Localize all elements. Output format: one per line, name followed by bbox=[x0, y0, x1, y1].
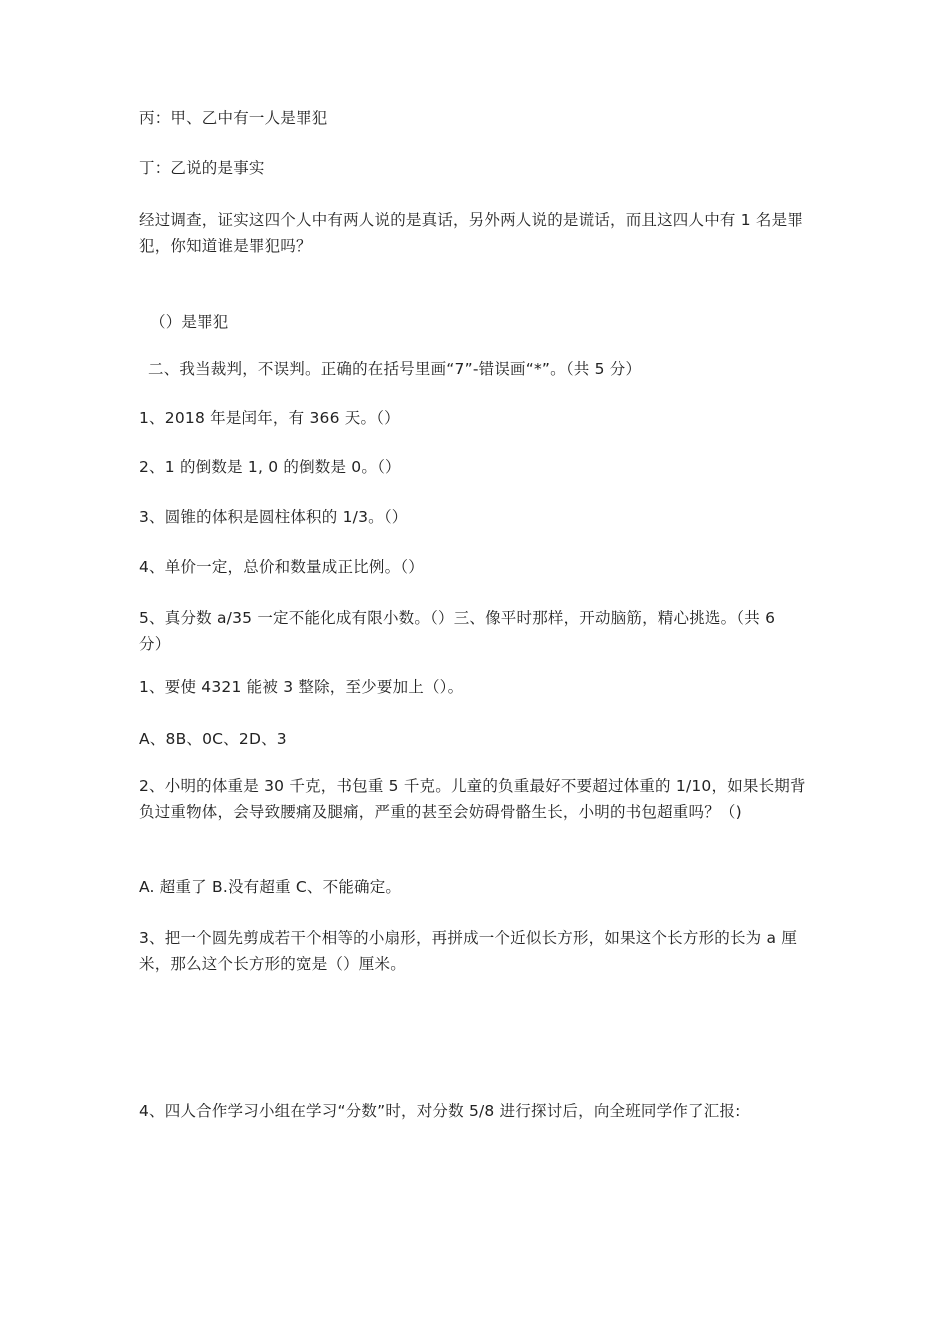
choice-question-3: 3、把一个圆先剪成若干个相等的小扇形，再拼成一个近似长方形，如果这个长方形的长为 a 厘米，那么这个长方形的宽是（）厘米。 bbox=[139, 929, 798, 973]
choice-question-2-options: A. 超重了 B.没有超重 C、不能确定。 bbox=[139, 878, 402, 896]
choice-question-1: 1、要使 4321 能被 3 整除，至少要加上（）。 bbox=[139, 678, 464, 696]
statement-bing: 丙：甲、乙中有一人是罪犯 bbox=[139, 109, 328, 127]
choice-question-1-options: A、8B、0C、2D、3 bbox=[139, 730, 287, 748]
choice-question-2: 2、小明的体重是 30 千克，书包重 5 千克。儿童的负重最好不要超过体重的 1/10，如果长期背负过重物体，会导致腰痛及腿痛，严重的甚至会妨碍骨骼生长，小明的书包超重吗？（) bbox=[139, 777, 806, 821]
judge-item-5: 5、真分数 a/35 一定不能化成有限小数。（）三、像平时那样，开动脑筋，精心挑选。（共 6 分） bbox=[139, 609, 781, 653]
judge-item-4: 4、单价一定，总价和数量成正比例。（） bbox=[139, 558, 424, 576]
judge-item-3: 3、圆锥的体积是圆柱体积的 1/3。（） bbox=[139, 508, 408, 526]
judge-item-2: 2、1 的倒数是 1, 0 的倒数是 0。（） bbox=[139, 458, 401, 476]
choice-question-4: 4、四人合作学习小组在学习“分数”时，对分数 5/8 进行探讨后，向全班同学作了汇报: bbox=[139, 1102, 741, 1120]
survey-paragraph: 经过调查，证实这四个人中有两人说的是真话，另外两人说的是谎话，而且这四人中有 1 名是罪犯，你知道谁是罪犯吗？ bbox=[139, 211, 804, 255]
judge-item-1: 1、2018 年是闰年，有 366 天。（） bbox=[139, 409, 400, 427]
statement-ding: 丁：乙说的是事实 bbox=[139, 159, 265, 177]
answer-blank: （）是罪犯 bbox=[150, 313, 229, 331]
section-2-title: 二、我当裁判，不误判。正确的在括号里画“7”-错误画“*”。（共 5 分） bbox=[148, 360, 642, 378]
